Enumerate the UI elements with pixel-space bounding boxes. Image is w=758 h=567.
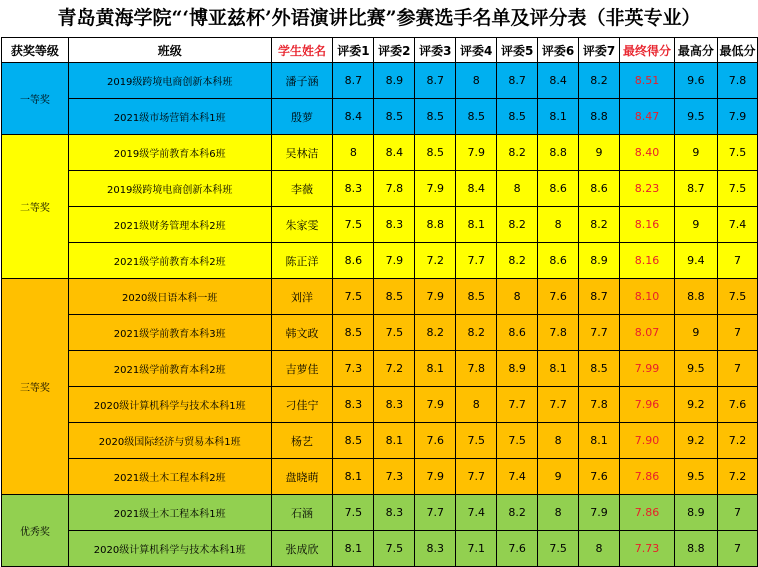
class-cell: 2019级跨境电商创新本科班 — [68, 171, 271, 207]
judge-4-score-cell: 7.5 — [456, 423, 497, 459]
max-score-cell: 9.4 — [674, 243, 717, 279]
judge-3-score-cell: 7.9 — [415, 459, 456, 495]
judge-4-score-cell: 8.1 — [456, 207, 497, 243]
student-name-cell: 陈正洋 — [271, 243, 333, 279]
judge-5-score-cell: 8.2 — [497, 243, 538, 279]
header-max-score: 最高分 — [674, 38, 717, 63]
judge-1-score-cell: 7.3 — [333, 351, 374, 387]
final-score-cell: 8.10 — [620, 279, 675, 315]
judge-4-score-cell: 8 — [456, 387, 497, 423]
header-judge-1: 评委1 — [333, 38, 374, 63]
max-score-cell: 9.5 — [674, 459, 717, 495]
judge-3-score-cell: 7.7 — [415, 495, 456, 531]
judge-6-score-cell: 8.6 — [538, 171, 579, 207]
table-row — [2, 315, 758, 351]
header-judge-3: 评委3 — [415, 38, 456, 63]
min-score-cell: 7.5 — [717, 279, 757, 315]
judge-3-score-cell: 8.5 — [415, 99, 456, 135]
table-row — [2, 99, 758, 135]
judge-1-score-cell: 8.5 — [333, 315, 374, 351]
judge-3-score-cell: 8.1 — [415, 351, 456, 387]
judge-7-score-cell: 8.5 — [579, 351, 620, 387]
table-row — [2, 135, 758, 171]
judge-1-score-cell: 8.5 — [333, 423, 374, 459]
judge-6-score-cell: 8 — [538, 423, 579, 459]
judge-1-score-cell: 8.3 — [333, 171, 374, 207]
min-score-cell: 7 — [717, 315, 757, 351]
judge-2-score-cell: 7.3 — [374, 459, 415, 495]
table-row — [2, 531, 758, 567]
class-cell: 2019级学前教育本科6班 — [68, 135, 271, 171]
award-level-cell: 一等奖 — [2, 63, 69, 135]
judge-2-score-cell: 8.9 — [374, 63, 415, 99]
judge-1-score-cell: 7.5 — [333, 495, 374, 531]
judge-7-score-cell: 8.6 — [579, 171, 620, 207]
judge-1-score-cell: 8.1 — [333, 459, 374, 495]
award-level-cell: 优秀奖 — [2, 495, 69, 567]
judge-2-score-cell: 7.2 — [374, 351, 415, 387]
judge-1-score-cell: 8.3 — [333, 387, 374, 423]
judge-6-score-cell: 8 — [538, 495, 579, 531]
judge-1-score-cell: 7.5 — [333, 207, 374, 243]
max-score-cell: 9.2 — [674, 423, 717, 459]
header-final-score: 最终得分 — [620, 38, 675, 63]
header-judge-2: 评委2 — [374, 38, 415, 63]
final-score-cell: 7.90 — [620, 423, 675, 459]
student-name-cell: 张成欣 — [271, 531, 333, 567]
class-cell: 2019级跨境电商创新本科班 — [68, 63, 271, 99]
judge-4-score-cell: 7.7 — [456, 243, 497, 279]
student-name-cell: 刘洋 — [271, 279, 333, 315]
class-cell: 2021级财务管理本科2班 — [68, 207, 271, 243]
max-score-cell: 9 — [674, 135, 717, 171]
class-cell: 2020级国际经济与贸易本科1班 — [68, 423, 271, 459]
judge-1-score-cell: 8.7 — [333, 63, 374, 99]
table-row — [2, 423, 758, 459]
final-score-cell: 7.99 — [620, 351, 675, 387]
judge-3-score-cell: 7.9 — [415, 171, 456, 207]
judge-4-score-cell: 8 — [456, 63, 497, 99]
judge-4-score-cell: 7.9 — [456, 135, 497, 171]
judge-4-score-cell: 8.4 — [456, 171, 497, 207]
student-name-cell: 吴林洁 — [271, 135, 333, 171]
judge-7-score-cell: 7.7 — [579, 315, 620, 351]
judge-5-score-cell: 8.9 — [497, 351, 538, 387]
header-judge-4: 评委4 — [456, 38, 497, 63]
judge-2-score-cell: 7.5 — [374, 315, 415, 351]
min-score-cell: 7.6 — [717, 387, 757, 423]
judge-3-score-cell: 8.2 — [415, 315, 456, 351]
judge-3-score-cell: 7.9 — [415, 279, 456, 315]
judge-6-score-cell: 7.8 — [538, 315, 579, 351]
judge-4-score-cell: 8.5 — [456, 99, 497, 135]
final-score-cell: 8.16 — [620, 207, 675, 243]
judge-2-score-cell: 7.5 — [374, 531, 415, 567]
judge-4-score-cell: 7.1 — [456, 531, 497, 567]
header-judge-6: 评委6 — [538, 38, 579, 63]
judge-1-score-cell: 8.4 — [333, 99, 374, 135]
min-score-cell: 7.8 — [717, 63, 757, 99]
min-score-cell: 7.2 — [717, 459, 757, 495]
judge-7-score-cell: 8.9 — [579, 243, 620, 279]
judge-7-score-cell: 8 — [579, 531, 620, 567]
min-score-cell: 7 — [717, 351, 757, 387]
judge-6-score-cell: 8.1 — [538, 351, 579, 387]
judge-6-score-cell: 7.6 — [538, 279, 579, 315]
min-score-cell: 7.9 — [717, 99, 757, 135]
table-body — [2, 63, 758, 567]
max-score-cell: 8.8 — [674, 531, 717, 567]
judge-5-score-cell: 7.6 — [497, 531, 538, 567]
judge-6-score-cell: 8.6 — [538, 243, 579, 279]
judge-2-score-cell: 8.5 — [374, 99, 415, 135]
judge-2-score-cell: 8.3 — [374, 387, 415, 423]
judge-5-score-cell: 8.7 — [497, 63, 538, 99]
min-score-cell: 7 — [717, 531, 757, 567]
final-score-cell: 8.16 — [620, 243, 675, 279]
min-score-cell: 7.4 — [717, 207, 757, 243]
final-score-cell: 8.47 — [620, 99, 675, 135]
judge-5-score-cell: 8.2 — [497, 135, 538, 171]
max-score-cell: 8.7 — [674, 171, 717, 207]
min-score-cell: 7.5 — [717, 171, 757, 207]
final-score-cell: 8.23 — [620, 171, 675, 207]
award-level-cell: 三等奖 — [2, 279, 69, 495]
judge-6-score-cell: 9 — [538, 459, 579, 495]
judge-6-score-cell: 8 — [538, 207, 579, 243]
judge-2-score-cell: 8.1 — [374, 423, 415, 459]
header-student-name: 学生姓名 — [271, 38, 333, 63]
judge-1-score-cell: 8 — [333, 135, 374, 171]
score-table — [1, 37, 758, 567]
table-row — [2, 495, 758, 531]
min-score-cell: 7.5 — [717, 135, 757, 171]
table-row — [2, 387, 758, 423]
class-cell: 2020级计算机科学与技术本科1班 — [68, 531, 271, 567]
judge-3-score-cell: 7.2 — [415, 243, 456, 279]
class-cell: 2021级市场营销本科1班 — [68, 99, 271, 135]
table-row — [2, 243, 758, 279]
judge-4-score-cell: 7.7 — [456, 459, 497, 495]
min-score-cell: 7 — [717, 495, 757, 531]
judge-6-score-cell: 8.4 — [538, 63, 579, 99]
min-score-cell: 7 — [717, 243, 757, 279]
student-name-cell: 朱家雯 — [271, 207, 333, 243]
judge-7-score-cell: 8.1 — [579, 423, 620, 459]
table-row — [2, 459, 758, 495]
final-score-cell: 7.86 — [620, 459, 675, 495]
judge-6-score-cell: 8.1 — [538, 99, 579, 135]
judge-7-score-cell: 8.2 — [579, 207, 620, 243]
max-score-cell: 9.5 — [674, 99, 717, 135]
student-name-cell: 刁佳宁 — [271, 387, 333, 423]
judge-7-score-cell: 8.8 — [579, 99, 620, 135]
table-row — [2, 63, 758, 99]
judge-5-score-cell: 8 — [497, 279, 538, 315]
header-judge-7: 评委7 — [579, 38, 620, 63]
student-name-cell: 石涵 — [271, 495, 333, 531]
max-score-cell: 9.6 — [674, 63, 717, 99]
max-score-cell: 9.2 — [674, 387, 717, 423]
student-name-cell: 吉萝佳 — [271, 351, 333, 387]
student-name-cell: 潘子涵 — [271, 63, 333, 99]
max-score-cell: 8.8 — [674, 279, 717, 315]
judge-4-score-cell: 7.8 — [456, 351, 497, 387]
final-score-cell: 7.73 — [620, 531, 675, 567]
judge-4-score-cell: 7.4 — [456, 495, 497, 531]
student-name-cell: 盘晓萌 — [271, 459, 333, 495]
award-level-cell: 二等奖 — [2, 135, 69, 279]
table-row — [2, 279, 758, 315]
class-cell: 2020级计算机科学与技术本科1班 — [68, 387, 271, 423]
judge-2-score-cell: 7.9 — [374, 243, 415, 279]
judge-4-score-cell: 8.2 — [456, 315, 497, 351]
class-cell: 2021级学前教育本科2班 — [68, 351, 271, 387]
header-min-score: 最低分 — [717, 38, 757, 63]
max-score-cell: 9.5 — [674, 351, 717, 387]
final-score-cell: 8.07 — [620, 315, 675, 351]
sheet-title: 青岛黄海学院“‘博亚兹杯’外语演讲比赛”参赛选手名单及评分表（非英专业） — [57, 7, 701, 29]
header-row — [2, 38, 758, 63]
class-cell: 2021级学前教育本科3班 — [68, 315, 271, 351]
header-judge-5: 评委5 — [497, 38, 538, 63]
judge-7-score-cell: 7.6 — [579, 459, 620, 495]
student-name-cell: 李薇 — [271, 171, 333, 207]
judge-5-score-cell: 8.5 — [497, 99, 538, 135]
header-class: 班级 — [68, 38, 271, 63]
judge-5-score-cell: 8.6 — [497, 315, 538, 351]
judge-1-score-cell: 8.6 — [333, 243, 374, 279]
max-score-cell: 9 — [674, 207, 717, 243]
judge-3-score-cell: 8.3 — [415, 531, 456, 567]
judge-6-score-cell: 8.8 — [538, 135, 579, 171]
judge-5-score-cell: 8.2 — [497, 207, 538, 243]
judge-6-score-cell: 7.5 — [538, 531, 579, 567]
student-name-cell: 杨艺 — [271, 423, 333, 459]
judge-3-score-cell: 8.5 — [415, 135, 456, 171]
class-cell: 2021级学前教育本科2班 — [68, 243, 271, 279]
max-score-cell: 8.9 — [674, 495, 717, 531]
judge-2-score-cell: 8.3 — [374, 207, 415, 243]
judge-5-score-cell: 7.5 — [497, 423, 538, 459]
table-row — [2, 171, 758, 207]
max-score-cell: 9 — [674, 315, 717, 351]
judge-3-score-cell: 7.9 — [415, 387, 456, 423]
final-score-cell: 8.40 — [620, 135, 675, 171]
final-score-cell: 8.51 — [620, 63, 675, 99]
header-award: 获奖等级 — [2, 38, 69, 63]
judge-3-score-cell: 8.8 — [415, 207, 456, 243]
judge-2-score-cell: 8.4 — [374, 135, 415, 171]
judge-7-score-cell: 7.9 — [579, 495, 620, 531]
judge-1-score-cell: 8.1 — [333, 531, 374, 567]
table-row — [2, 351, 758, 387]
judge-2-score-cell: 8.5 — [374, 279, 415, 315]
class-cell: 2021级土木工程本科2班 — [68, 459, 271, 495]
judge-5-score-cell: 8 — [497, 171, 538, 207]
final-score-cell: 7.96 — [620, 387, 675, 423]
judge-3-score-cell: 8.7 — [415, 63, 456, 99]
judge-7-score-cell: 7.8 — [579, 387, 620, 423]
judge-2-score-cell: 7.8 — [374, 171, 415, 207]
judge-7-score-cell: 8.2 — [579, 63, 620, 99]
judge-4-score-cell: 8.5 — [456, 279, 497, 315]
table-row — [2, 207, 758, 243]
min-score-cell: 7.2 — [717, 423, 757, 459]
final-score-cell: 7.86 — [620, 495, 675, 531]
class-cell: 2020级日语本科一班 — [68, 279, 271, 315]
class-cell: 2021级土木工程本科1班 — [68, 495, 271, 531]
judge-5-score-cell: 7.4 — [497, 459, 538, 495]
judge-1-score-cell: 7.5 — [333, 279, 374, 315]
student-name-cell: 殷萝 — [271, 99, 333, 135]
judge-5-score-cell: 7.7 — [497, 387, 538, 423]
judge-6-score-cell: 7.7 — [538, 387, 579, 423]
student-name-cell: 韩文政 — [271, 315, 333, 351]
judge-7-score-cell: 9 — [579, 135, 620, 171]
judge-7-score-cell: 8.7 — [579, 279, 620, 315]
judge-3-score-cell: 7.6 — [415, 423, 456, 459]
judge-5-score-cell: 8.2 — [497, 495, 538, 531]
judge-2-score-cell: 8.3 — [374, 495, 415, 531]
